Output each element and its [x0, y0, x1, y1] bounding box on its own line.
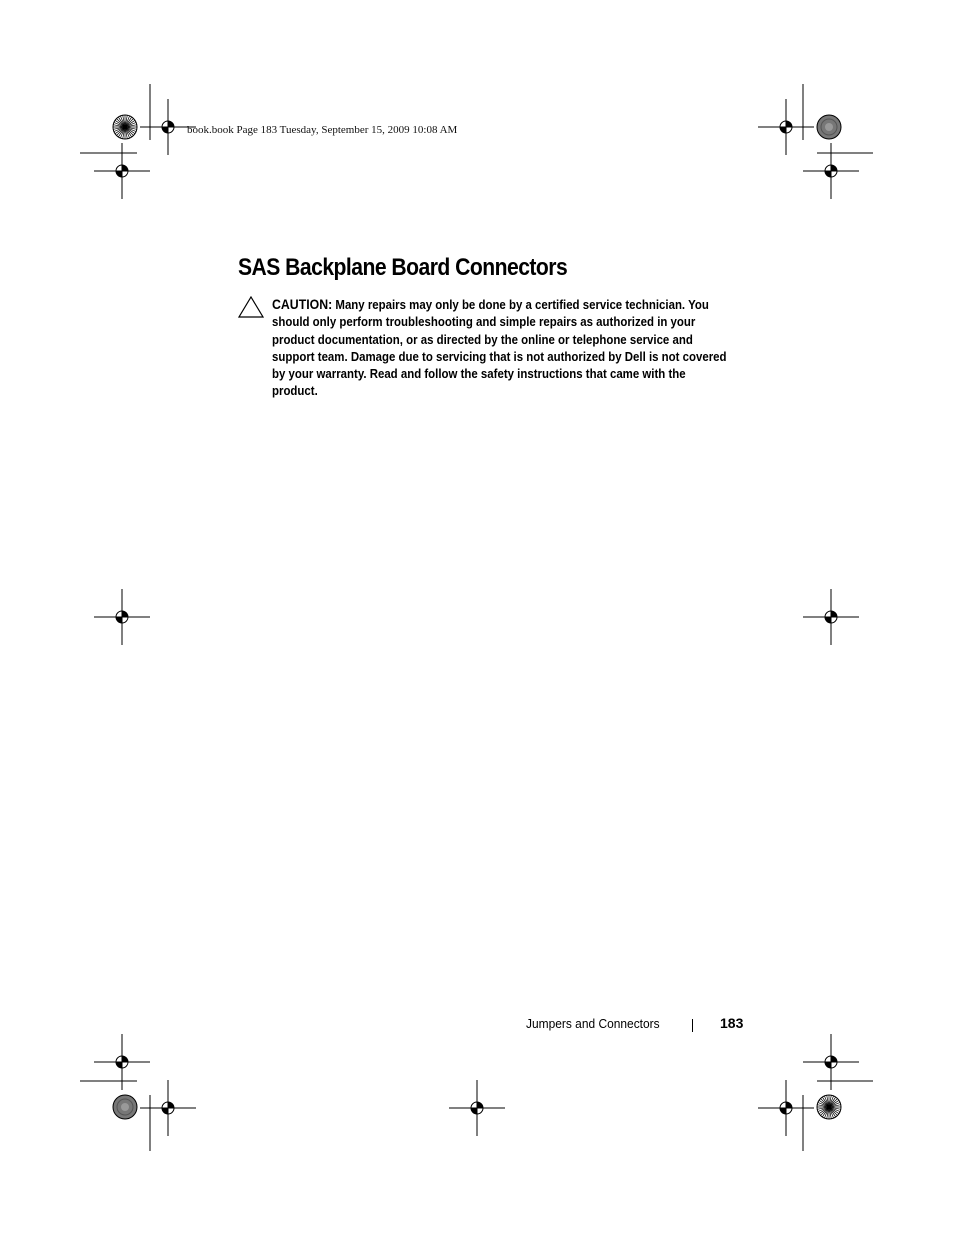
section-title: SAS Backplane Board Connectors	[238, 254, 568, 281]
caution-notice	[272, 296, 730, 400]
footer-divider	[692, 1019, 693, 1032]
caution-label: CAUTION:	[272, 296, 333, 312]
footer-section-name: Jumpers and Connectors	[526, 1016, 660, 1031]
print-header: book.book Page 183 Tuesday, September 15, 2009 10:08 AM	[187, 124, 458, 136]
caution-text: Many repairs may only be done by a certified service technician. You should only perform troubleshooting and simple repairs as authorized in your product documentation, or as directed by the online or telephone service and support team. Damage due to servicing that is not authorized by Dell is not covered by your warranty. Read and follow the safety instructions that came with the product.	[272, 297, 727, 399]
page-number: 183	[720, 1015, 744, 1031]
caution-icon	[238, 296, 264, 318]
